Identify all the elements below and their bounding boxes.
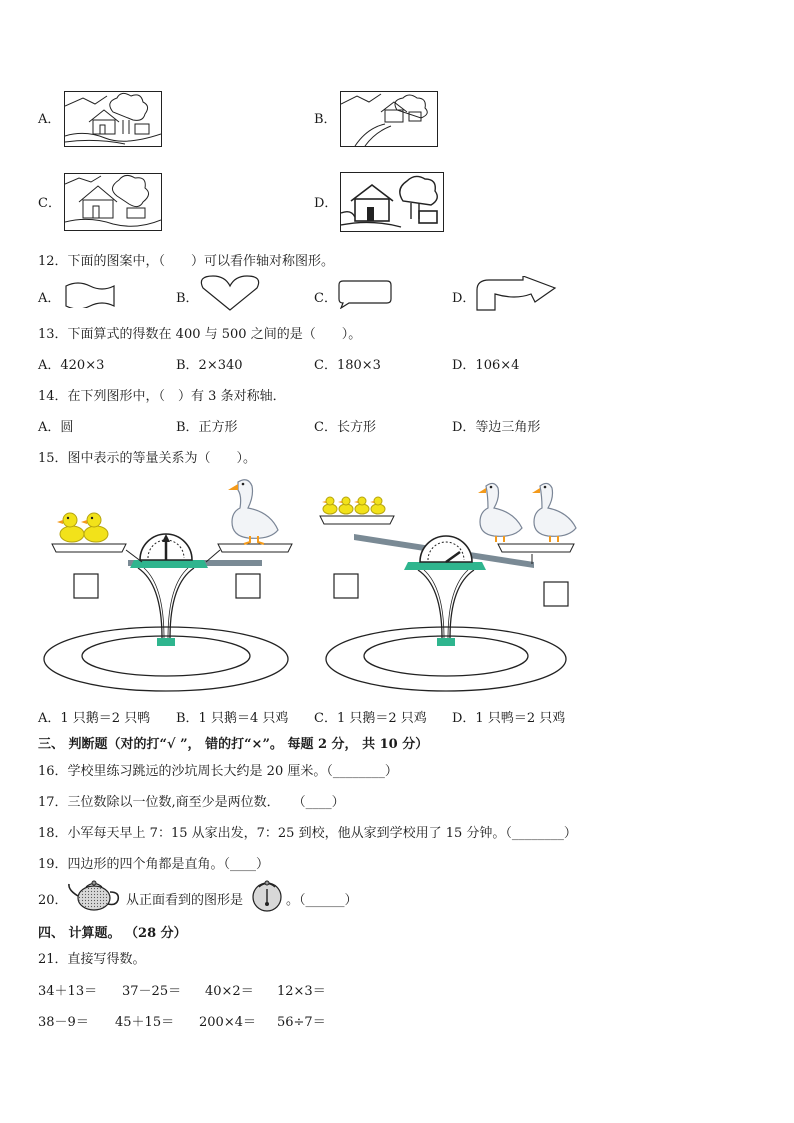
q21-problem[interactable]: 34＋13＝ [38,984,98,999]
q11-option-b-label: B． [314,112,337,127]
q11-option-c-picture[interactable] [64,173,162,231]
q17-statement[interactable]: 17．三位数除以一位数,商至少是两位数． （____） [38,795,345,810]
q13-option-c[interactable]: C．180×3 [314,358,381,373]
duck-icon [57,513,84,542]
teapot-front-view-icon [250,879,284,913]
q12-option-b-heart[interactable] [199,274,261,312]
q21-problem[interactable]: 38－9＝ [38,1015,89,1030]
teapot-icon [66,878,122,912]
q21-problem[interactable]: 12×3＝ [277,984,326,999]
q11-option-a-picture[interactable] [64,91,162,147]
q12-option-a-shape[interactable] [64,280,116,308]
q21-problem[interactable]: 40×2＝ [205,984,254,999]
q12-option-d-label: D． [452,291,476,306]
chick-icon [338,497,353,514]
q20-number: 20． [38,893,68,908]
q12-option-d-curved-arrow[interactable] [475,276,557,312]
q20-middle-text: 从正面看到的图形是 [126,893,244,908]
q14-option-c[interactable]: C．长方形 [314,420,376,435]
goose-icon [228,480,278,544]
q15-option-a[interactable]: A．1 只鹅＝2 只鸭 [38,711,151,726]
chick-icon [354,497,369,514]
q13-option-a[interactable]: A．420×3 [38,358,105,373]
q15-question: 15．图中表示的等量关系为（ ）。 [38,451,257,466]
q15-option-d[interactable]: D．1 只鸭＝2 只鸡 [452,711,566,726]
q13-question: 13．下面算式的得数在 400 与 500 之间的是（ ）。 [38,327,362,342]
q12-option-b-label: B． [176,291,199,306]
section-4-title: 四、 计算题。 （28 分） [38,926,187,941]
q12-option-a-label: A． [38,291,61,306]
section-3-title: 三、 判断题（对的打“√ ”， 错的打“×”。 每题 2 分， 共 10 分） [38,737,429,752]
q11-option-d-picture[interactable] [340,172,444,232]
chick-icon [322,497,337,514]
q12-option-c-speech-bubble[interactable] [337,279,393,309]
q14-option-a[interactable]: A．圆 [38,420,74,435]
goose-icon [532,483,576,542]
q19-statement[interactable]: 19．四边形的四个角都是直角。（____） [38,857,270,872]
q11-option-c-label: C． [38,196,61,211]
q20-answer-blank[interactable]: 。（______） [286,893,358,908]
q14-option-d[interactable]: D．等边三角形 [452,420,541,435]
q14-question: 14．在下列图形中，（ ）有 3 条对称轴． [38,389,286,404]
q11-option-d-label: D． [314,196,338,211]
chick-icon [370,497,385,514]
q12-option-c-label: C． [314,291,337,306]
q11-option-b-picture[interactable] [340,91,438,147]
q21-instruction: 21．直接写得数。 [38,952,146,967]
q21-problem[interactable]: 200×4＝ [199,1015,256,1030]
q11-option-a-label: A． [38,112,61,127]
q21-problem[interactable]: 37－25＝ [122,984,182,999]
duck-icon [81,513,108,542]
q20-statement[interactable] [38,889,68,908]
q13-option-b[interactable]: B．2×340 [176,358,243,373]
q15-option-b[interactable]: B．1 只鹅＝4 只鸡 [176,711,289,726]
q16-statement[interactable]: 16．学校里练习跳远的沙坑周长大约是 20 厘米。（________） [38,764,398,779]
goose-icon [478,483,522,542]
q12-question: 12．下面的图案中，（ ）可以看作轴对称图形。 [38,254,335,269]
q13-option-d[interactable]: D．106×4 [452,358,520,373]
q21-problem[interactable]: 56÷7＝ [277,1015,326,1030]
q21-problem[interactable]: 45＋15＝ [115,1015,175,1030]
q15-balance-scale-right [318,474,594,696]
q15-option-c[interactable]: C．1 只鹅＝2 只鸡 [314,711,427,726]
q18-statement[interactable]: 18．小军每天早上 7：15 从家出发，7：25 到校，他从家到学校用了 15 分钟。（________） [38,826,577,841]
q14-option-b[interactable]: B．正方形 [176,420,238,435]
q15-balance-scale-left [42,474,298,696]
